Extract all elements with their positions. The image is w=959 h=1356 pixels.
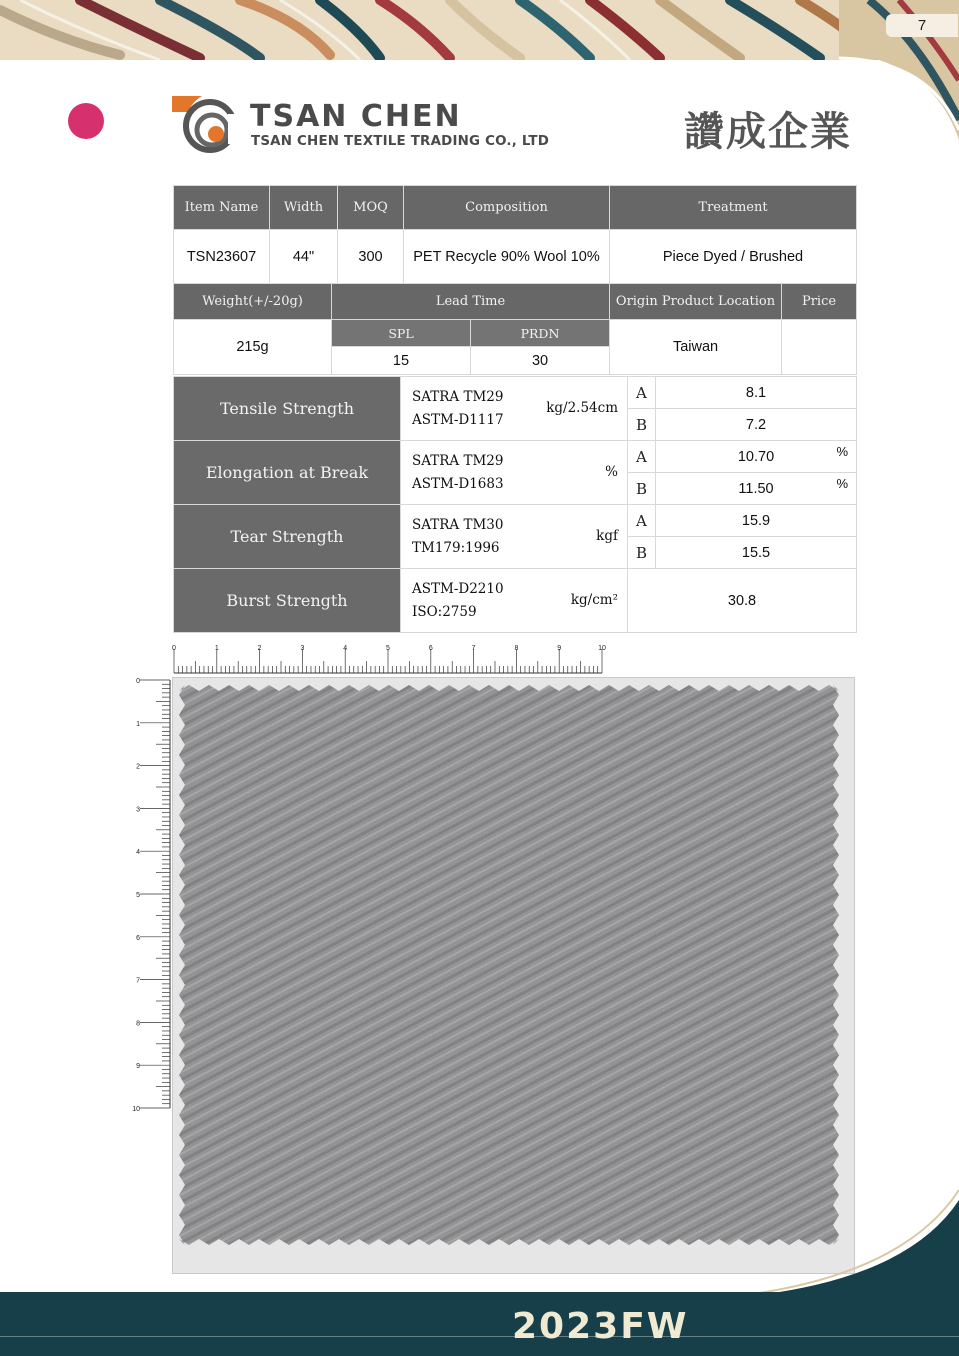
test-name: Burst Strength [174,569,401,633]
header-prdn: PRDN [471,320,610,347]
ruler-label: 3 [136,806,140,814]
ruler-label: 8 [136,1020,140,1028]
test-unit: kg/cm² [570,591,618,608]
ruler-label: 6 [428,645,433,652]
performance-table [173,376,857,633]
result-value-a [656,377,857,409]
value-origin: Taiwan [610,320,782,375]
ruler-label: 10 [598,645,606,652]
value-treatment: Piece Dyed / Brushed [610,230,857,284]
header-width: Width [270,186,338,230]
value-composition: PET Recycle 90% Wool 10% [404,230,610,284]
result-value-a [656,505,857,537]
horizontal-ruler [170,640,610,680]
header-lead-time: Lead Time [332,284,610,320]
value-weight: 215g [174,320,332,375]
result-value: 30.8 [628,569,857,633]
ruler-label: 5 [386,645,390,652]
decorative-header-art [0,0,959,60]
test-standard [401,377,628,441]
test-name: Tear Strength [174,505,401,569]
fabric-swatch-image [179,685,839,1245]
header-spl: SPL [332,320,471,347]
value-moq: 300 [338,230,404,284]
result-value-b [656,473,857,505]
value-prdn: 30 [471,347,610,375]
test-name: Tensile Strength [174,377,401,441]
color-indicator-dot [68,103,104,139]
brand-name: TSAN CHEN [250,99,462,134]
page-number: 7 [886,14,958,37]
direction-label-a: A [628,505,656,537]
footer-band [0,1292,959,1356]
header-weight: Weight(+/-20g) [174,284,332,320]
ruler-label: 6 [136,934,140,942]
ruler-label: 0 [136,678,140,685]
standard-line-1: ASTM-D2210 [412,580,504,597]
result-value-b [656,409,857,441]
direction-label-a: A [628,441,656,473]
result-number: 15.5 [741,544,771,561]
test-unit: kgf [596,527,618,544]
ruler-label: 0 [172,645,176,652]
season-label: 2023FW [512,1306,689,1347]
header-origin: Origin Product Location [610,284,782,320]
ruler-label: 10 [132,1106,140,1113]
value-width: 44" [270,230,338,284]
spec-table-2 [173,283,857,375]
ruler-label: 7 [136,977,140,985]
header-treatment: Treatment [610,186,857,230]
ruler-label: 2 [136,763,140,771]
test-unit: % [605,463,618,480]
standard-line-1: SATRA TM29 [412,452,504,469]
direction-label-b: B [628,409,656,441]
header-item-name: Item Name [174,186,270,230]
standard-line-1: SATRA TM30 [412,516,504,533]
header-price: Price [782,284,857,320]
standard-line-2: TM179:1996 [412,539,500,556]
ruler-label: 9 [136,1063,140,1071]
result-number: 8.1 [745,384,767,401]
company-logo [172,96,236,156]
footer-curve-art [700,1180,959,1300]
direction-label-a: A [628,377,656,409]
ruler-label: 5 [136,892,140,899]
value-spl: 15 [332,347,471,375]
ruler-label: 1 [136,720,140,728]
test-name: Elongation at Break [174,441,401,505]
test-standard [401,505,628,569]
test-standard [401,569,628,633]
brand-subtitle: TSAN CHEN TEXTILE TRADING CO., LTD [251,134,550,149]
direction-label-b: B [628,473,656,505]
result-number: 7.2 [745,416,767,433]
vertical-ruler [128,676,174,1116]
ruler-label: 4 [136,849,140,857]
standard-line-1: SATRA TM29 [412,388,504,405]
ruler-label: 1 [214,645,219,652]
ruler-label: 7 [471,645,476,652]
result-number: 15.9 [741,512,771,529]
result-value-b [656,537,857,569]
standard-line-2: ISO:2759 [412,603,477,620]
percent-sign: % [836,476,848,491]
value-item-name: TSN23607 [174,230,270,284]
spec-table [173,185,857,284]
standard-line-2: ASTM-D1683 [412,475,504,492]
result-number: 11.50 [738,480,774,497]
standard-line-2: ASTM-D1117 [412,411,504,428]
result-value-a [656,441,857,473]
test-unit: kg/2.54cm [546,399,618,416]
percent-sign: % [836,444,848,459]
ruler-label: 8 [514,645,519,652]
value-price [782,320,857,375]
result-number: 10.70 [737,448,775,465]
ruler-label: 3 [300,645,305,652]
header-composition: Composition [404,186,610,230]
ruler-label: 9 [557,645,562,652]
direction-label-b: B [628,537,656,569]
brand-chinese-name: 讚成企業 [684,109,852,155]
ruler-label: 2 [257,645,262,652]
ruler-label: 4 [343,645,348,652]
header-moq: MOQ [338,186,404,230]
test-standard [401,441,628,505]
